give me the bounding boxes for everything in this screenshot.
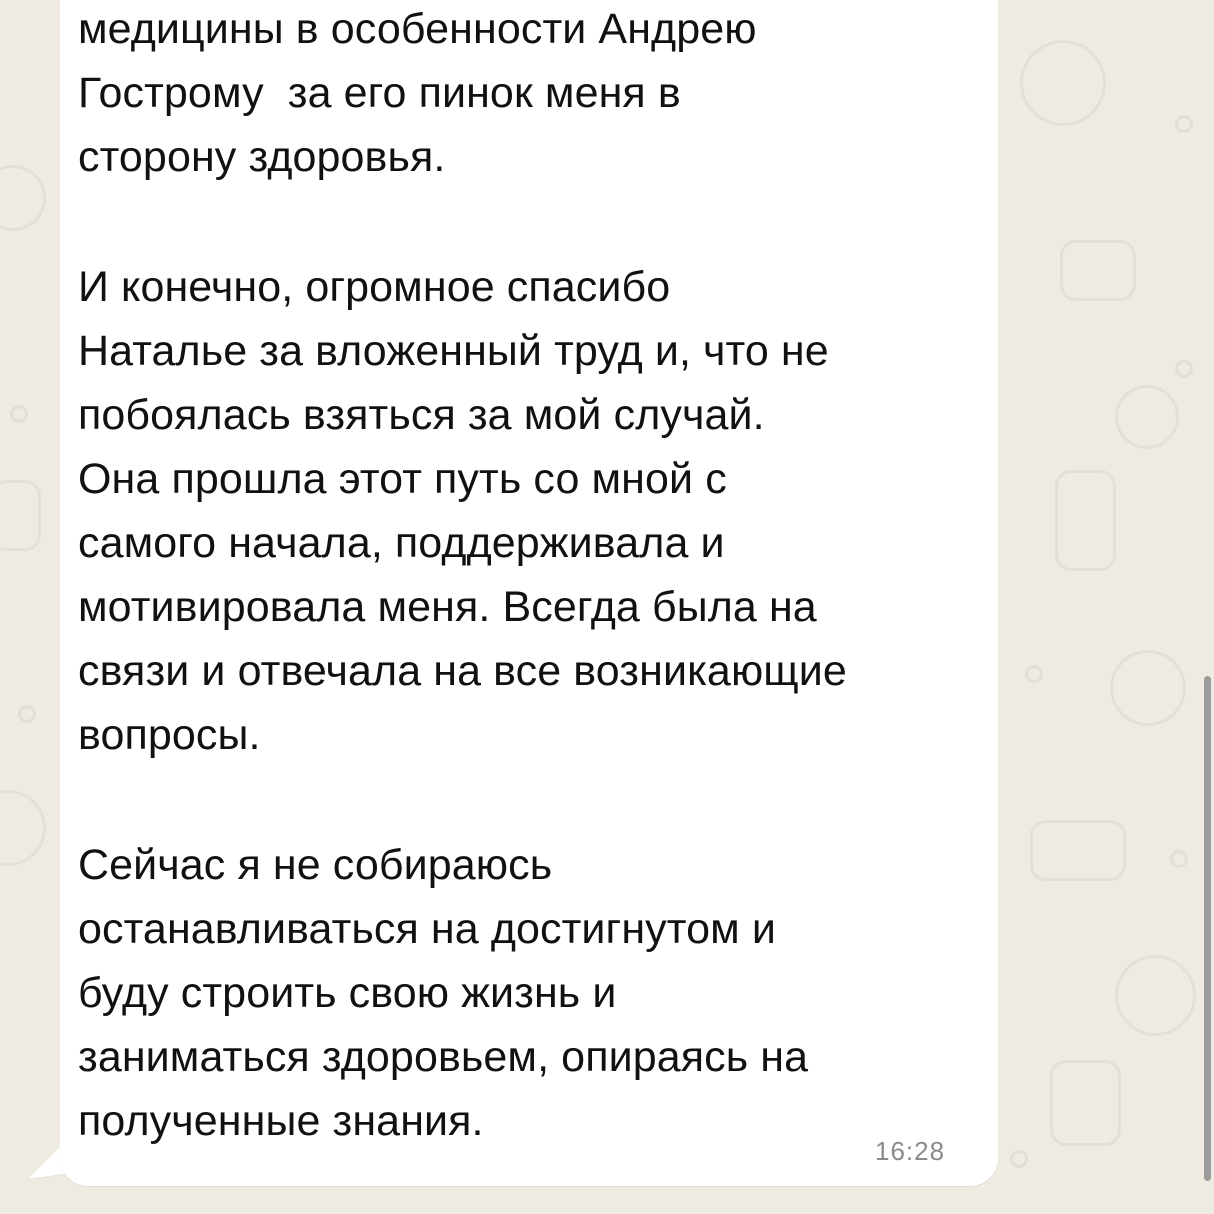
paragraph-gap [78, 767, 978, 833]
message-line: Наталье за вложенный труд и, что не [78, 327, 829, 375]
wallpaper-doodle-rect [1055, 470, 1116, 571]
message-line: сторону здоровья. [78, 133, 446, 181]
wallpaper-doodle-rect [0, 480, 41, 551]
wallpaper-dot [1175, 115, 1193, 133]
message-line: Сейчас я не собираюсь [78, 841, 553, 889]
message-line: вопросы. [78, 711, 261, 759]
message-timestamp: 16:28 [875, 1136, 946, 1166]
scrollbar[interactable] [1204, 676, 1211, 1181]
message-line: заниматься здоровьем, опираясь на [78, 1033, 809, 1081]
wallpaper-dot [10, 405, 28, 423]
wallpaper-doodle-circle [1115, 385, 1179, 449]
wallpaper-dot [1025, 665, 1043, 683]
message-line: мотивировала меня. Всегда была на [78, 583, 817, 631]
wallpaper-doodle-circle [1115, 955, 1196, 1036]
wallpaper-doodle-circle [0, 790, 46, 866]
wallpaper-dot [18, 705, 36, 723]
message-line: медицины в особенности Андрею [78, 5, 757, 53]
message-line: связи и отвечала на все возникающие [78, 647, 847, 695]
message-line: Она прошла этот путь со мной с [78, 455, 727, 503]
paragraph-gap [78, 189, 978, 255]
message-line: побоялась взяться за мой случай. [78, 391, 765, 439]
message-line: останавливаться на достигнутом и [78, 905, 776, 953]
wallpaper-doodle-rect [1060, 240, 1136, 301]
wallpaper-doodle-circle [0, 165, 46, 231]
message-line: буду строить свою жизнь и [78, 969, 617, 1017]
wallpaper-doodle-circle [1110, 650, 1186, 726]
message-line: Гострому за его пинок меня в [78, 69, 681, 117]
wallpaper-doodle-rect [1030, 820, 1126, 881]
wallpaper-doodle-rect [1050, 1060, 1121, 1146]
message-line: полученные знания. [78, 1097, 484, 1145]
wallpaper-dot [1170, 850, 1188, 868]
wallpaper-dot [1175, 360, 1193, 378]
message-line: самого начала, поддерживала и [78, 519, 725, 567]
wallpaper-dot [1010, 1150, 1028, 1168]
message-text [78, 0, 978, 1153]
wallpaper-doodle-circle [1020, 40, 1106, 126]
message-line: И конечно, огромное спасибо [78, 263, 671, 311]
